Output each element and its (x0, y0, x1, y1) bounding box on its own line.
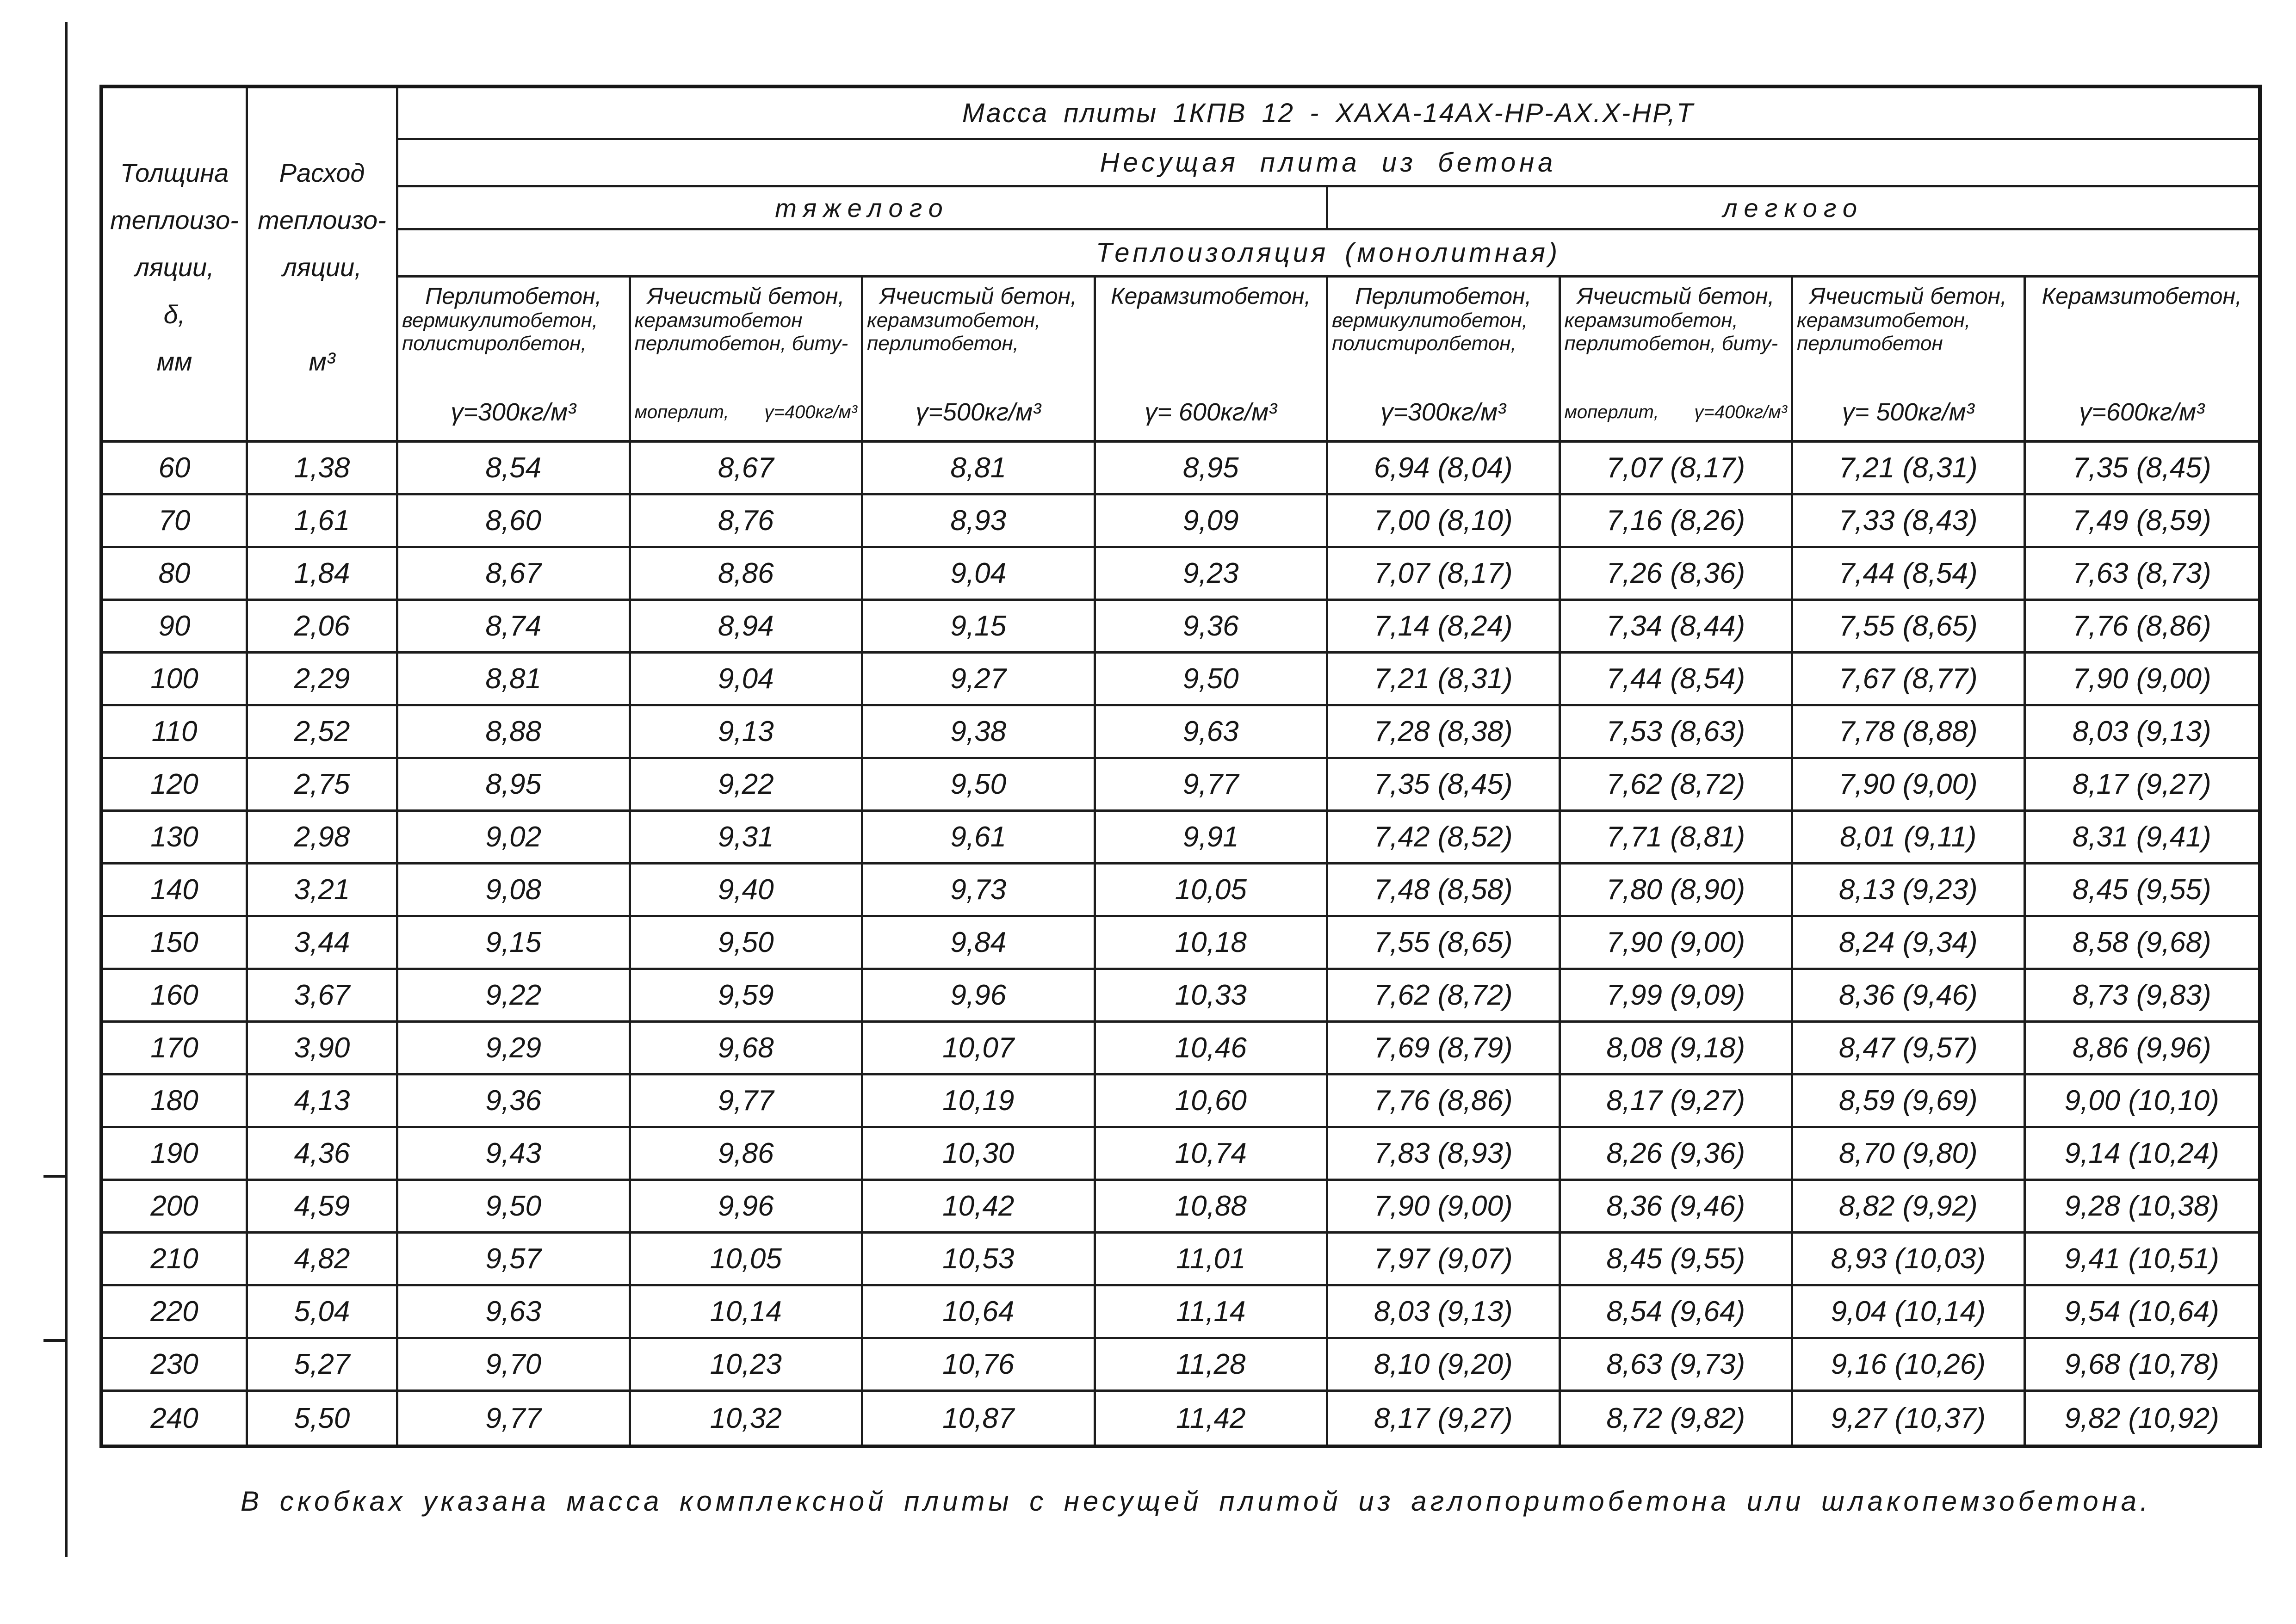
material-name-line: Керамзитобетон, (1111, 283, 1311, 309)
consumption-header (248, 88, 398, 443)
light-mass-cell: 7,71 (8,81) (1561, 812, 1794, 864)
material-header (1096, 278, 1329, 443)
material-name-line: вермикулитобетон, (1332, 309, 1528, 332)
heavy-mass-cell: 11,14 (1096, 1286, 1329, 1339)
consumption-cell: 1,84 (248, 548, 398, 601)
material-header (1561, 278, 1794, 443)
heavy-mass-cell: 8,54 (398, 443, 631, 495)
consumption-cell: 1,38 (248, 443, 398, 495)
material-name-line: Ячеистый бетон, (1577, 283, 1775, 309)
light-mass-cell: 7,26 (8,36) (1561, 548, 1794, 601)
light-mass-cell: 9,54 (10,64) (2026, 1286, 2259, 1339)
heavy-mass-cell: 8,81 (398, 654, 631, 706)
light-mass-cell: 7,78 (8,88) (1793, 706, 2026, 759)
heavy-mass-cell: 9,84 (863, 917, 1096, 970)
light-mass-cell: 9,82 (10,92) (2064, 1402, 2219, 1434)
thickness-cell: 120 (103, 759, 248, 812)
material-name (1332, 283, 1555, 355)
density-row (635, 398, 858, 426)
light-mass-cell: 8,45 (9,55) (2026, 864, 2259, 917)
consumption-header-line: Расход (279, 158, 365, 187)
load-plate-header: Несущая плита из бетона (398, 140, 2258, 187)
heavy-mass-cell: 9,38 (863, 706, 1096, 759)
light-mass-cell: 7,35 (8,45) (1328, 759, 1561, 812)
material-name-line: Керамзитобетон, (2042, 283, 2242, 309)
light-mass-cell: 7,90 (9,00) (1793, 759, 2026, 812)
thickness-cell: 80 (103, 548, 248, 601)
light-mass-cell: 8,70 (9,80) (1793, 1128, 2026, 1181)
light-mass-cell: 8,01 (9,11) (1793, 812, 2026, 864)
density-label: γ=300кг/м³ (1380, 398, 1506, 426)
material-header (631, 278, 864, 443)
heavy-mass-cell: 10,87 (863, 1392, 1096, 1445)
heavy-mass-cell: 9,61 (863, 812, 1096, 864)
material-name (635, 283, 858, 355)
light-mass-cell: 9,27 (10,37) (1793, 1392, 2026, 1445)
heavy-mass-cell: 9,50 (631, 917, 864, 970)
heavy-mass-cell: 10,76 (863, 1339, 1096, 1392)
heavy-mass-cell: 9,63 (1096, 706, 1329, 759)
heavy-mass-cell: 10,42 (863, 1181, 1096, 1234)
density-label: γ=400кг/м³ (1694, 402, 1787, 422)
light-mass-cell: 7,53 (8,63) (1561, 706, 1794, 759)
heavy-concrete-header: тяжелого (398, 187, 1328, 230)
density-label: γ= 600кг/м³ (1145, 398, 1277, 426)
density-row (867, 398, 1090, 426)
thickness-header-symbol: δ, (163, 300, 186, 329)
heavy-mass-cell: 9,68 (631, 1023, 864, 1075)
heavy-mass-cell: 8,86 (631, 548, 864, 601)
thickness-cell: 190 (103, 1128, 248, 1181)
heavy-mass-cell: 11,01 (1096, 1234, 1329, 1286)
thickness-cell: 160 (103, 970, 248, 1023)
material-name-line: перлитобетон (1797, 332, 1943, 355)
heavy-mass-cell: 10,23 (631, 1339, 864, 1392)
light-mass-cell: 7,28 (8,38) (1328, 706, 1561, 759)
light-mass-cell: 9,14 (10,24) (2026, 1128, 2259, 1181)
consumption-cell: 2,98 (248, 812, 398, 864)
thickness-header (103, 88, 248, 443)
light-mass-cell: 8,63 (9,73) (1561, 1339, 1794, 1392)
material-name-line: керамзитобетон, (867, 309, 1041, 332)
material-name-line: керамзитобетон (634, 309, 803, 332)
consumption-cell: 2,06 (248, 601, 398, 654)
heavy-mass-cell: 8,81 (863, 443, 1096, 495)
light-mass-cell: 8,47 (9,57) (1793, 1023, 2026, 1075)
consumption-cell: 4,82 (248, 1234, 398, 1286)
thickness-cell: 220 (103, 1286, 248, 1339)
heavy-mass-cell: 9,50 (1096, 654, 1329, 706)
light-mass-cell: 7,90 (9,00) (2026, 654, 2259, 706)
heavy-mass-cell: 9,40 (631, 864, 864, 917)
material-name-line: моперлит, (634, 402, 729, 422)
light-mass-cell: 7,49 (8,59) (2026, 495, 2259, 548)
light-mass-cell: 8,73 (9,83) (2026, 970, 2259, 1023)
light-mass-cell: 8,17 (9,27) (1328, 1392, 1561, 1445)
material-header (2026, 278, 2259, 443)
material-name-line: Ячеистый бетон, (879, 283, 1077, 309)
material-name (402, 283, 625, 355)
heavy-mass-cell: 10,19 (863, 1075, 1096, 1128)
heavy-mass-cell: 10,30 (863, 1128, 1096, 1181)
material-name-line: керамзитобетон, (1797, 309, 1971, 332)
light-mass-cell: 7,97 (9,07) (1328, 1234, 1561, 1286)
consumption-cell: 5,04 (248, 1286, 398, 1339)
heavy-mass-cell: 9,96 (863, 970, 1096, 1023)
heavy-mass-cell: 9,22 (398, 970, 631, 1023)
consumption-cell: 2,52 (248, 706, 398, 759)
heavy-mass-cell: 9,27 (863, 654, 1096, 706)
heavy-mass-cell: 10,60 (1096, 1075, 1329, 1128)
consumption-cell: 1,61 (248, 495, 398, 548)
density-row (402, 398, 625, 426)
margin-border-line (65, 22, 68, 1557)
light-mass-cell: 7,62 (8,72) (1561, 759, 1794, 812)
light-mass-cell: 7,16 (8,26) (1561, 495, 1794, 548)
thickness-cell: 230 (103, 1339, 248, 1392)
consumption-cell: 5,27 (248, 1339, 398, 1392)
margin-tick-mark (43, 1339, 67, 1342)
heavy-mass-cell: 10,18 (1096, 917, 1329, 970)
heavy-mass-cell: 8,94 (631, 601, 864, 654)
heavy-mass-cell: 10,88 (1096, 1181, 1329, 1234)
density-label: γ=300кг/м³ (451, 398, 576, 426)
light-mass-cell: 7,99 (9,09) (1561, 970, 1794, 1023)
heavy-mass-cell: 10,32 (631, 1392, 864, 1445)
light-concrete-header: легкого (1328, 187, 2258, 230)
consumption-cell: 4,59 (248, 1181, 398, 1234)
material-name-line: полистиролбетон, (1332, 332, 1516, 355)
light-mass-cell: 8,17 (9,27) (1561, 1075, 1794, 1128)
light-mass-cell: 8,72 (9,82) (1561, 1392, 1794, 1445)
heavy-mass-cell: 10,14 (631, 1286, 864, 1339)
heavy-mass-cell: 9,96 (631, 1181, 864, 1234)
density-row (1100, 398, 1323, 426)
light-mass-cell: 7,00 (8,10) (1328, 495, 1561, 548)
light-mass-cell: 9,41 (10,51) (2026, 1234, 2259, 1286)
light-mass-cell: 8,54 (9,64) (1561, 1286, 1794, 1339)
heavy-mass-cell: 9,91 (1096, 812, 1329, 864)
density-row (1332, 398, 1555, 426)
light-mass-cell: 9,04 (10,14) (1793, 1286, 2026, 1339)
heavy-mass-cell: 8,95 (398, 759, 631, 812)
margin-tick-mark (43, 1175, 67, 1178)
heavy-mass-cell: 9,50 (398, 1181, 631, 1234)
heavy-mass-cell: 9,70 (398, 1339, 631, 1392)
heavy-mass-cell: 8,76 (631, 495, 864, 548)
light-mass-cell: 7,62 (8,72) (1328, 970, 1561, 1023)
material-header (1793, 278, 2026, 443)
consumption-header-unit: м³ (309, 347, 335, 376)
material-header (398, 278, 631, 443)
thickness-cell: 180 (103, 1075, 248, 1128)
material-name-line: перлитобетон, биту- (634, 332, 848, 355)
light-mass-cell: 7,67 (8,77) (1793, 654, 2026, 706)
heavy-mass-cell: 9,04 (863, 548, 1096, 601)
light-mass-cell: 7,80 (8,90) (1561, 864, 1794, 917)
heavy-mass-cell: 9,09 (1096, 495, 1329, 548)
heavy-mass-cell: 8,88 (398, 706, 631, 759)
density-label: γ=500кг/м³ (916, 398, 1041, 426)
heavy-mass-cell: 9,59 (631, 970, 864, 1023)
thickness-cell: 200 (103, 1181, 248, 1234)
material-name-line: Ячеистый бетон, (1809, 283, 2007, 309)
heavy-mass-cell: 9,23 (1096, 548, 1329, 601)
consumption-cell: 3,67 (248, 970, 398, 1023)
consumption-cell: 4,13 (248, 1075, 398, 1128)
heavy-mass-cell: 9,15 (863, 601, 1096, 654)
material-name-line: вермикулитобетон, (402, 309, 598, 332)
light-mass-cell: 8,82 (9,92) (1793, 1181, 2026, 1234)
light-mass-cell: 7,14 (8,24) (1328, 601, 1561, 654)
heavy-mass-cell: 9,04 (631, 654, 864, 706)
thickness-cell: 130 (103, 812, 248, 864)
insulation-header: Теплоизоляция (монолитная) (398, 230, 2258, 278)
heavy-mass-cell: 9,36 (1096, 601, 1329, 654)
material-name (1797, 283, 2020, 355)
light-mass-cell: 8,86 (9,96) (2026, 1023, 2259, 1075)
density-row (2030, 398, 2255, 426)
light-mass-cell: 9,16 (10,26) (1793, 1339, 2026, 1392)
heavy-mass-cell: 8,67 (631, 443, 864, 495)
thickness-cell: 90 (103, 601, 248, 654)
heavy-mass-cell: 9,08 (398, 864, 631, 917)
thickness-cell: 100 (103, 654, 248, 706)
light-mass-cell: 7,07 (8,17) (1561, 443, 1794, 495)
heavy-mass-cell: 10,53 (863, 1234, 1096, 1286)
light-mass-cell: 7,33 (8,43) (1793, 495, 2026, 548)
light-mass-cell: 8,08 (9,18) (1561, 1023, 1794, 1075)
light-mass-cell: 9,00 (10,10) (2026, 1075, 2259, 1128)
thickness-cell: 240 (103, 1392, 248, 1445)
thickness-cell: 60 (103, 443, 248, 495)
material-name (2030, 283, 2255, 309)
light-mass-cell: 8,17 (9,27) (2026, 759, 2259, 812)
light-mass-cell: 7,42 (8,52) (1328, 812, 1561, 864)
material-header (863, 278, 1096, 443)
thickness-cell: 70 (103, 495, 248, 548)
consumption-cell: 5,50 (248, 1392, 398, 1445)
light-mass-cell: 8,58 (9,68) (2026, 917, 2259, 970)
thickness-header-line: теплоизо- (110, 205, 239, 235)
material-name (1565, 283, 1788, 355)
heavy-mass-cell: 10,74 (1096, 1128, 1329, 1181)
light-mass-cell: 9,28 (10,38) (2026, 1181, 2259, 1234)
heavy-mass-cell: 9,57 (398, 1234, 631, 1286)
consumption-cell: 3,44 (248, 917, 398, 970)
footnote: В скобках указана масса комплексной плиты с несущей плитой из аглопоритобетона или шлакопемзобетона. (241, 1486, 2152, 1517)
thickness-cell: 110 (103, 706, 248, 759)
light-mass-cell: 7,55 (8,65) (1793, 601, 2026, 654)
light-mass-cell: 8,03 (9,13) (2026, 706, 2259, 759)
heavy-mass-cell: 8,74 (398, 601, 631, 654)
light-mass-cell: 7,21 (8,31) (1328, 654, 1561, 706)
light-mass-cell: 7,34 (8,44) (1561, 601, 1794, 654)
light-mass-cell: 7,83 (8,93) (1328, 1128, 1561, 1181)
light-mass-cell: 7,07 (8,17) (1328, 548, 1561, 601)
thickness-header-unit: мм (156, 347, 192, 376)
light-mass-cell: 8,36 (9,46) (1793, 970, 2026, 1023)
thickness-cell: 150 (103, 917, 248, 970)
heavy-mass-cell: 9,02 (398, 812, 631, 864)
material-name-line: Перлитобетон, (425, 283, 602, 309)
light-mass-cell: 8,59 (9,69) (1793, 1075, 2026, 1128)
heavy-mass-cell: 9,77 (398, 1392, 631, 1445)
material-name-line: перлитобетон, (867, 332, 1019, 355)
light-mass-cell: 8,36 (9,46) (1561, 1181, 1794, 1234)
heavy-mass-cell: 8,60 (398, 495, 631, 548)
thickness-header-line: ляции, (135, 253, 214, 282)
heavy-mass-cell: 9,86 (631, 1128, 864, 1181)
consumption-header-line: ляции, (282, 253, 362, 282)
heavy-mass-cell: 10,33 (1096, 970, 1329, 1023)
material-name-line: моперлит, (1564, 402, 1659, 422)
light-mass-cell: 7,90 (9,00) (1328, 1181, 1561, 1234)
light-mass-cell: 7,44 (8,54) (1793, 548, 2026, 601)
heavy-mass-cell: 9,31 (631, 812, 864, 864)
heavy-mass-cell: 9,77 (1096, 759, 1329, 812)
consumption-cell: 4,36 (248, 1128, 398, 1181)
density-label: γ= 500кг/м³ (1842, 398, 1974, 426)
density-label: γ=400кг/м³ (764, 402, 857, 422)
consumption-cell: 2,29 (248, 654, 398, 706)
heavy-mass-cell: 9,73 (863, 864, 1096, 917)
light-mass-cell: 8,10 (9,20) (1328, 1339, 1561, 1392)
heavy-mass-cell: 9,15 (398, 917, 631, 970)
material-name-line: перлитобетон, биту- (1564, 332, 1778, 355)
heavy-mass-cell: 10,05 (631, 1234, 864, 1286)
heavy-mass-cell: 9,50 (863, 759, 1096, 812)
light-mass-cell: 8,31 (9,41) (2026, 812, 2259, 864)
light-mass-cell: 7,69 (8,79) (1328, 1023, 1561, 1075)
material-name-line: Ячеистый бетон, (647, 283, 845, 309)
light-mass-cell: 7,44 (8,54) (1561, 654, 1794, 706)
heavy-mass-cell: 11,42 (1096, 1392, 1329, 1445)
material-header (1328, 278, 1561, 443)
light-mass-cell: 7,35 (8,45) (2026, 443, 2259, 495)
light-mass-cell: 8,45 (9,55) (1561, 1234, 1794, 1286)
heavy-mass-cell: 9,43 (398, 1128, 631, 1181)
table-title: Масса плиты 1КПВ 12 - ХАХА-14АХ-НР-АХ.Х-НР,Т (398, 88, 2258, 140)
consumption-cell: 3,90 (248, 1023, 398, 1075)
light-mass-cell: 6,94 (8,04) (1328, 443, 1561, 495)
light-mass-cell: 7,63 (8,73) (2026, 548, 2259, 601)
mass-table (99, 85, 2262, 1448)
heavy-mass-cell: 9,29 (398, 1023, 631, 1075)
consumption-header-line: теплоизо- (258, 205, 386, 235)
heavy-mass-cell: 9,13 (631, 706, 864, 759)
consumption-cell: 2,75 (248, 759, 398, 812)
light-mass-cell: 7,90 (9,00) (1561, 917, 1794, 970)
light-mass-cell: 8,93 (10,03) (1793, 1234, 2026, 1286)
material-name-line: полистиролбетон, (402, 332, 587, 355)
heavy-mass-cell: 10,07 (863, 1023, 1096, 1075)
density-label: γ=600кг/м³ (2079, 398, 2205, 426)
material-name (1100, 283, 1323, 309)
material-name (867, 283, 1090, 355)
heavy-mass-cell: 8,95 (1096, 443, 1329, 495)
light-mass-cell: 8,26 (9,36) (1561, 1128, 1794, 1181)
light-mass-cell: 7,21 (8,31) (1793, 443, 2026, 495)
light-mass-cell: 7,76 (8,86) (2026, 601, 2259, 654)
density-row (1797, 398, 2020, 426)
thickness-cell: 210 (103, 1234, 248, 1286)
heavy-mass-cell: 11,28 (1096, 1339, 1329, 1392)
consumption-cell: 3,21 (248, 864, 398, 917)
heavy-mass-cell: 10,64 (863, 1286, 1096, 1339)
material-name-line: Перлитобетон, (1355, 283, 1532, 309)
light-mass-cell: 9,68 (10,78) (2026, 1339, 2259, 1392)
heavy-mass-cell: 8,67 (398, 548, 631, 601)
heavy-mass-cell: 9,63 (398, 1286, 631, 1339)
heavy-mass-cell: 9,77 (631, 1075, 864, 1128)
heavy-mass-cell: 10,46 (1096, 1023, 1329, 1075)
thickness-cell: 140 (103, 864, 248, 917)
thickness-header-line: Толщина (120, 158, 229, 187)
heavy-mass-cell: 10,05 (1096, 864, 1329, 917)
light-mass-cell: 8,13 (9,23) (1793, 864, 2026, 917)
light-mass-cell: 7,55 (8,65) (1328, 917, 1561, 970)
heavy-mass-cell: 8,93 (863, 495, 1096, 548)
light-mass-cell: 7,76 (8,86) (1328, 1075, 1561, 1128)
light-mass-cell: 8,03 (9,13) (1328, 1286, 1561, 1339)
thickness-cell: 170 (103, 1023, 248, 1075)
heavy-mass-cell: 9,22 (631, 759, 864, 812)
heavy-mass-cell: 9,36 (398, 1075, 631, 1128)
light-mass-cell: 7,48 (8,58) (1328, 864, 1561, 917)
density-row (1565, 398, 1788, 426)
material-name-line: керамзитобетон, (1564, 309, 1738, 332)
light-mass-cell: 8,24 (9,34) (1793, 917, 2026, 970)
